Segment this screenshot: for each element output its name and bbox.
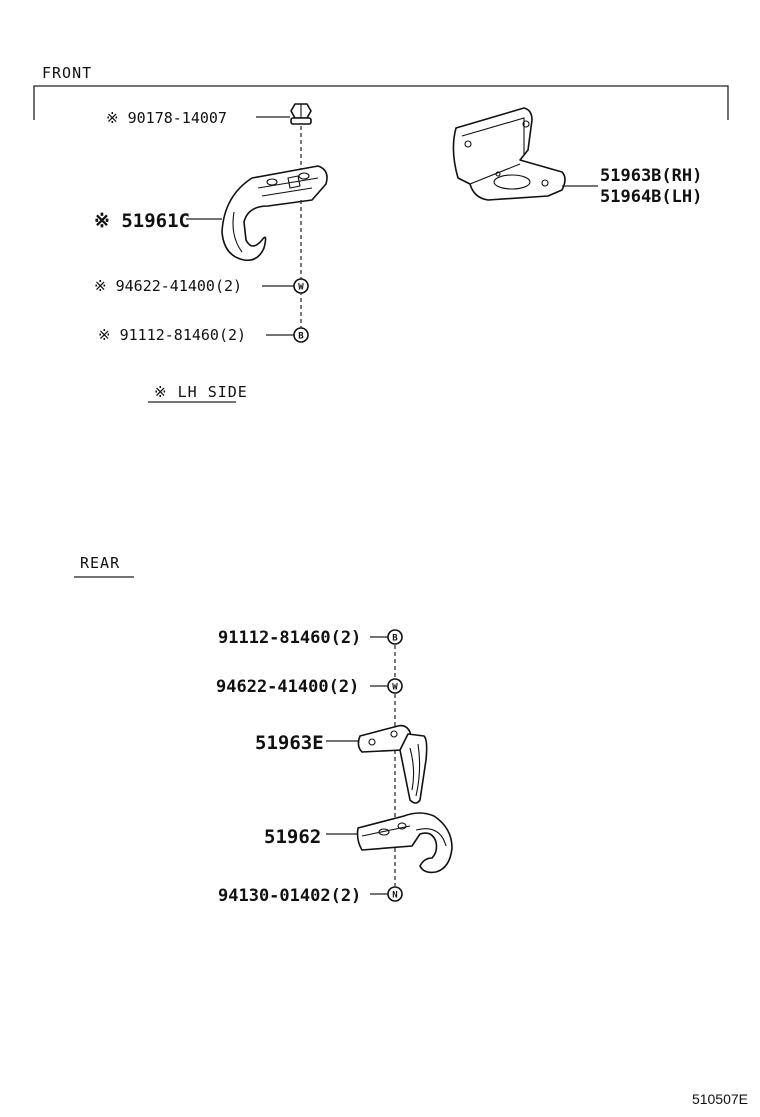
flange-bolt-icon — [291, 104, 311, 124]
front-bolt-label[interactable]: ※ 90178-14007 — [106, 109, 227, 127]
front-bolt2-label[interactable]: ※ 91112-81460(2) — [98, 326, 247, 344]
rear-washer-label[interactable]: 94622-41400(2) — [216, 677, 360, 697]
front-heading: FRONT — [42, 64, 93, 82]
front-hook-label[interactable]: ※ 51961C — [94, 210, 190, 232]
rear-nut-code: N — [392, 890, 398, 901]
lh-side-note: ※ LH SIDE — [154, 383, 248, 401]
diagram-code: 510507E — [691, 1091, 748, 1107]
rear-bolt-code: B — [392, 633, 398, 644]
rear-bracket-label[interactable]: 51963E — [255, 732, 324, 754]
front-washer-label[interactable]: ※ 94622-41400(2) — [94, 277, 243, 295]
rear-heading: REAR — [80, 554, 121, 572]
rear-bolt-label[interactable]: 91112-81460(2) — [218, 628, 362, 648]
front-bracket-icon — [453, 108, 565, 200]
rear-bracket-icon — [358, 726, 426, 803]
rear-hook-label[interactable]: 51962 — [264, 826, 322, 848]
rear-washer-code: W — [392, 682, 398, 693]
rear-tow-hook-icon — [358, 813, 453, 872]
front-bracket-rh-label[interactable]: 51963B(RH) — [600, 166, 703, 186]
rear-nut-label[interactable]: 94130-01402(2) — [218, 886, 362, 906]
front-tow-hook-icon — [222, 166, 327, 260]
front-bracket-lh-label[interactable]: 51964B(LH) — [600, 187, 703, 207]
front-washer-code: W — [298, 282, 304, 293]
front-bolt2-code: B — [298, 331, 304, 342]
